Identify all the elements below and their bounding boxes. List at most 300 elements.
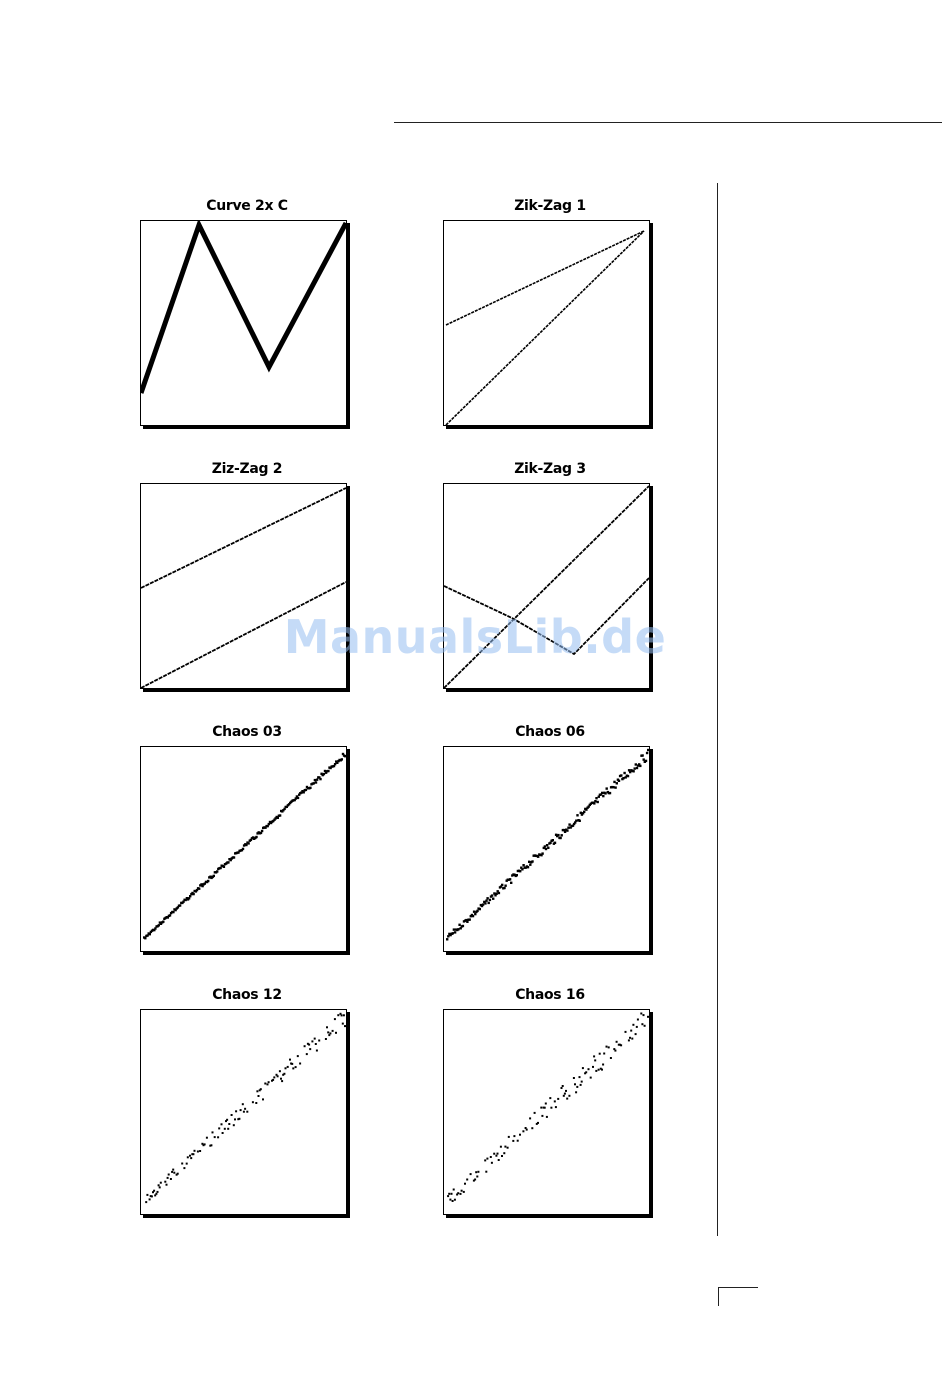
chaos-dot: [490, 1156, 492, 1158]
plot-title: Zik-Zag 1: [514, 198, 586, 214]
chaos-dot: [158, 924, 160, 926]
chaos-dot: [337, 1014, 339, 1016]
chaos-dot: [149, 1198, 151, 1200]
chaos-dot: [503, 1152, 505, 1154]
chaos-dot: [277, 1075, 279, 1077]
chaos-dot: [544, 1107, 546, 1109]
chaos-dot: [328, 1034, 330, 1036]
chaos-dot: [181, 1163, 183, 1165]
chaos-dot: [295, 1066, 297, 1068]
chaos-dot: [517, 1140, 519, 1142]
chaos-dot: [500, 1146, 502, 1148]
chaos-dot: [590, 1077, 592, 1079]
chaos-dot: [489, 899, 491, 901]
chaos-dot: [306, 1053, 308, 1055]
chaos-dot: [631, 1038, 633, 1040]
chaos-dot: [470, 1173, 472, 1175]
chaos-dot: [170, 1178, 172, 1180]
chaos-dot: [528, 861, 530, 863]
chaos-dot: [245, 844, 247, 846]
chaos-dot: [177, 1173, 179, 1175]
chaos-dot: [595, 1070, 597, 1072]
chaos-dot: [447, 1195, 449, 1197]
chaos-dot: [172, 1169, 174, 1171]
chaos-dot: [287, 1066, 289, 1068]
chaos-dot: [636, 767, 638, 769]
chaos-dot: [222, 1132, 224, 1134]
chaos-dot: [512, 1140, 514, 1142]
chaos-dot: [158, 1184, 160, 1186]
chaos-dot: [216, 870, 218, 872]
chaos-dot: [476, 910, 478, 912]
chaos-dot: [575, 1091, 577, 1093]
chaos-dot: [647, 1016, 649, 1018]
chaos-dot: [319, 778, 321, 780]
chaos-dot: [526, 1129, 528, 1131]
chaos-dot: [183, 1167, 185, 1169]
chaos-dot: [627, 775, 629, 777]
chaos-dot: [601, 792, 603, 794]
chaos-dot: [529, 864, 531, 866]
chaos-graph: [444, 747, 649, 951]
plot-title: Chaos 03: [212, 724, 282, 740]
chaos-dot: [625, 1031, 627, 1033]
chaos-dot: [260, 1088, 262, 1090]
chaos-dot: [334, 763, 336, 765]
chaos-dot: [639, 765, 641, 767]
chaos-dot: [574, 1083, 576, 1085]
chaos-dot: [242, 848, 244, 850]
chaos-dot: [606, 787, 608, 789]
chaos-dot: [151, 1195, 153, 1197]
chaos-dot: [509, 878, 511, 880]
chaos-dot: [564, 1093, 566, 1095]
chaos-dot: [238, 1118, 240, 1120]
chaos-dot: [585, 1071, 587, 1073]
chaos-dot: [630, 1030, 632, 1032]
chaos-dot: [576, 814, 578, 816]
chaos-dot: [522, 864, 524, 866]
chaos-dot: [214, 1136, 216, 1138]
chaos-dot: [593, 1055, 595, 1057]
chaos-dot: [461, 1190, 463, 1192]
chaos-dot: [281, 1080, 283, 1082]
chaos-dot: [280, 1078, 282, 1080]
chaos-dot: [635, 1033, 637, 1035]
chaos-dot: [227, 1128, 229, 1130]
chaos-dot: [599, 1053, 601, 1055]
chaos-dot: [643, 758, 645, 760]
chaos-dot: [537, 856, 539, 858]
chaos-dot: [221, 1123, 223, 1125]
chaos-dot: [212, 1131, 214, 1133]
chaos-dot: [155, 1193, 157, 1195]
chaos-dot: [235, 1110, 237, 1112]
chaos-dot: [344, 755, 346, 757]
chaos-dot: [244, 1108, 246, 1110]
chaos-dot: [552, 839, 554, 841]
page-number-mark: [718, 1287, 758, 1288]
chaos-dot: [491, 894, 493, 896]
chaos-dot: [474, 913, 476, 915]
chaos-dot: [516, 874, 518, 876]
curve-2x-c-graph: [141, 221, 346, 425]
plot-title: Curve 2x C: [206, 198, 288, 214]
chaos-dot: [231, 1114, 233, 1116]
chaos-dot: [292, 1067, 294, 1069]
chaos-dot: [159, 1186, 161, 1188]
chaos-dot: [272, 1079, 274, 1081]
chaos-dot: [334, 1018, 336, 1020]
chaos-dot: [299, 1063, 301, 1065]
chaos-dot: [522, 1130, 524, 1132]
chaos-dot: [546, 1116, 548, 1118]
chaos-dot: [610, 1057, 612, 1059]
chaos-dot: [497, 1153, 499, 1155]
chaos-dot: [521, 868, 523, 870]
zik-zag-1-graph: [444, 221, 649, 425]
chaos-dot: [495, 1155, 497, 1157]
chaos-dot: [568, 1095, 570, 1097]
chaos-dot: [449, 1199, 451, 1201]
chaos-dot: [223, 866, 225, 868]
chaos-dot: [171, 1171, 173, 1173]
chaos-dot: [217, 1136, 219, 1138]
chaos-dot: [344, 1025, 346, 1027]
chaos-dot: [563, 1095, 565, 1097]
chaos-dot: [179, 904, 181, 906]
plot-frame: [443, 746, 650, 952]
chaos-graph: [141, 1010, 346, 1214]
chaos-dot: [314, 779, 316, 781]
chaos-dot: [233, 1124, 235, 1126]
chaos-dot: [162, 921, 164, 923]
chaos-dot: [452, 932, 454, 934]
chaos-dot: [632, 770, 634, 772]
chaos-dot: [493, 1153, 495, 1155]
chaos-dot: [612, 786, 614, 788]
chaos-dot: [246, 1111, 248, 1113]
chaos-dot: [603, 1053, 605, 1055]
chaos-dot: [234, 1118, 236, 1120]
chaos-dot: [519, 870, 521, 872]
chaos-dot: [173, 1172, 175, 1174]
chaos-dot: [247, 842, 249, 844]
chaos-dot: [166, 1184, 168, 1186]
chaos-dot: [309, 787, 311, 789]
chaos-dot: [255, 836, 257, 838]
chaos-dot: [460, 1193, 462, 1195]
chaos-dot: [566, 829, 568, 831]
chaos-dot: [594, 800, 596, 802]
chaos-dot: [218, 1127, 220, 1129]
chaos-dot: [504, 1146, 506, 1148]
chaos-dot: [457, 1192, 459, 1194]
zigzag-segment: [141, 488, 346, 588]
chaos-dot: [316, 779, 318, 781]
plot-frame: [443, 1009, 650, 1215]
chaos-dot: [501, 1155, 503, 1157]
chaos-dot: [451, 1193, 453, 1195]
chaos-dot: [268, 823, 270, 825]
chaos-dot: [452, 1200, 454, 1202]
chaos-dot: [608, 1046, 610, 1048]
chaos-dot: [537, 1122, 539, 1124]
chaos-dot: [327, 770, 329, 772]
plot-frame: [140, 1009, 347, 1215]
chaos-dot: [189, 1155, 191, 1157]
chaos-dot: [602, 795, 604, 797]
chaos-dot: [255, 1102, 257, 1104]
chaos-dot: [635, 763, 637, 765]
chaos-dot: [268, 1081, 270, 1083]
chaos-dot: [297, 797, 299, 799]
chaos-dot: [475, 1171, 477, 1173]
chaos-dot: [646, 752, 648, 754]
chaos-dot: [488, 902, 490, 904]
chaos-dot: [311, 1040, 313, 1042]
chaos-dot: [645, 760, 647, 762]
chaos-dot: [531, 860, 533, 862]
chaos-dot: [476, 1176, 478, 1178]
chaos-dot: [554, 1100, 556, 1102]
chaos-dot: [504, 885, 506, 887]
chaos-dot: [568, 823, 570, 825]
chaos-dot: [604, 792, 606, 794]
chaos-dot: [609, 792, 611, 794]
chaos-dot: [463, 1191, 465, 1193]
chaos-dot: [546, 844, 548, 846]
chaos-dot: [640, 1013, 642, 1015]
chaos-dot: [513, 1135, 515, 1137]
chaos-dot: [602, 1064, 604, 1066]
chaos-dot: [149, 933, 151, 935]
chaos-dot: [169, 914, 171, 916]
chaos-dot: [240, 1109, 242, 1111]
chaos-dot: [187, 1156, 189, 1158]
chaos-dot: [482, 903, 484, 905]
chaos-dot: [233, 856, 235, 858]
chaos-graph: [141, 747, 346, 951]
chaos-dot: [464, 1183, 466, 1185]
chaos-dot: [510, 882, 512, 884]
chaos-dot: [190, 1157, 192, 1159]
zigzag-segment: [446, 231, 644, 425]
chaos-dot: [573, 1077, 575, 1079]
chaos-dot: [160, 1182, 162, 1184]
chaos-dot: [643, 1014, 645, 1016]
chaos-dot: [636, 1026, 638, 1028]
chaos-dot: [219, 867, 221, 869]
chaos-dot: [466, 921, 468, 923]
chaos-dot: [469, 918, 471, 920]
chaos-dot: [613, 781, 615, 783]
chaos-dot: [326, 1026, 328, 1028]
chaos-dot: [616, 782, 618, 784]
plot-title: Chaos 16: [515, 987, 585, 1003]
chaos-dot: [279, 814, 281, 816]
chaos-dot: [623, 772, 625, 774]
chaos-dot: [313, 782, 315, 784]
chaos-dot: [192, 893, 194, 895]
chaos-dot: [507, 1147, 509, 1149]
chaos-dot: [583, 811, 585, 813]
chaos-dot: [498, 892, 500, 894]
chaos-dot: [226, 1119, 228, 1121]
chaos-dot: [291, 1063, 293, 1065]
chaos-dot: [561, 1087, 563, 1089]
chaos-dot: [567, 827, 569, 829]
chaos-dot: [554, 842, 556, 844]
chaos-dot: [545, 1103, 547, 1105]
chaos-dot: [629, 1037, 631, 1039]
chaos-dot: [628, 1039, 630, 1041]
chaos-dot: [491, 1162, 493, 1164]
chaos-dot: [189, 895, 191, 897]
chaos-dot: [541, 1115, 543, 1117]
chaos-dot: [273, 1076, 275, 1078]
chaos-dot: [277, 817, 279, 819]
chaos-dot: [197, 1151, 199, 1153]
chaos-dot: [447, 935, 449, 937]
chaos-dot: [308, 1044, 310, 1046]
chaos-dot: [637, 1019, 639, 1021]
chaos-dot: [593, 802, 595, 804]
chaos-dot: [508, 1136, 510, 1138]
chaos-dot: [495, 893, 497, 895]
chaos-dot: [579, 1076, 581, 1078]
chaos-dot: [641, 754, 643, 756]
chaos-dot: [582, 1067, 584, 1069]
chaos-dot: [534, 1112, 536, 1114]
chaos-dot: [192, 1153, 194, 1155]
chaos-dot: [620, 774, 622, 776]
chaos-dot: [550, 1107, 552, 1109]
chaos-dot: [473, 911, 475, 913]
plot-frame: [140, 220, 347, 426]
margin-rule: [717, 183, 718, 1236]
chaos-dot: [206, 1137, 208, 1139]
plot-title: Chaos 12: [212, 987, 282, 1003]
chaos-dot: [210, 1144, 212, 1146]
chaos-dot: [453, 928, 455, 930]
chaos-dot: [474, 1179, 476, 1181]
chaos-dot: [592, 1066, 594, 1068]
chaos-dot: [566, 1098, 568, 1100]
chaos-dot: [261, 830, 263, 832]
chaos-dot: [564, 831, 566, 833]
chaos-dot: [243, 1111, 245, 1113]
chaos-dot: [304, 1045, 306, 1047]
chaos-dot: [614, 1050, 616, 1052]
chaos-dot: [446, 938, 448, 940]
chaos-dot: [647, 749, 649, 751]
chaos-dot: [519, 1134, 521, 1136]
chaos-dot: [579, 820, 581, 822]
curve-line: [141, 223, 346, 393]
chaos-dot: [498, 1159, 500, 1161]
chaos-dot: [644, 1025, 646, 1027]
chaos-dot: [279, 1070, 281, 1072]
chaos-dot: [588, 1068, 590, 1070]
chaos-dot: [549, 1097, 551, 1099]
plot-frame: [140, 746, 347, 952]
chaos-dot: [213, 875, 215, 877]
chaos-dot: [561, 834, 563, 836]
chaos-dot: [545, 848, 547, 850]
chaos-dot: [316, 1050, 318, 1052]
chaos-dot: [325, 1038, 327, 1040]
chaos-dot: [634, 767, 636, 769]
chaos-dot: [289, 1059, 291, 1061]
chaos-dot: [486, 1158, 488, 1160]
page-number-mark-stem: [718, 1287, 719, 1306]
chaos-dot: [486, 897, 488, 899]
chaos-dot: [448, 1193, 450, 1195]
chaos-dot: [258, 1095, 260, 1097]
chaos-dot: [341, 1014, 343, 1016]
chaos-dot: [479, 908, 481, 910]
chaos-dot: [492, 898, 494, 900]
chaos-dot: [318, 1040, 320, 1042]
chaos-dot: [204, 1143, 206, 1145]
chaos-dot: [594, 1059, 596, 1061]
chaos-dot: [262, 1098, 264, 1100]
chaos-dot: [264, 1083, 266, 1085]
chaos-dot: [146, 1194, 148, 1196]
chaos-dot: [632, 1024, 634, 1026]
chaos-dot: [614, 786, 616, 788]
chaos-dot: [540, 1107, 542, 1109]
chaos-dot: [167, 1177, 169, 1179]
chaos-dot: [145, 1201, 147, 1203]
chaos-dot: [343, 1014, 345, 1016]
chaos-dot: [327, 1031, 329, 1033]
chaos-dot: [305, 789, 307, 791]
chaos-dot: [622, 777, 624, 779]
chaos-dot: [283, 1073, 285, 1075]
chaos-dot: [332, 1030, 334, 1032]
chaos-dot: [484, 902, 486, 904]
chaos-dot: [303, 791, 305, 793]
chaos-dot: [616, 1041, 618, 1043]
chaos-dot: [485, 900, 487, 902]
plot-frame: [443, 220, 650, 426]
chaos-dot: [620, 1044, 622, 1046]
chaos-dot: [153, 1190, 155, 1192]
chaos-dot: [252, 1101, 254, 1103]
chaos-dot: [462, 925, 464, 927]
chaos-dot: [501, 884, 503, 886]
chaos-graph: [444, 1010, 649, 1214]
chaos-dot: [454, 931, 456, 933]
chaos-dot: [559, 837, 561, 839]
chaos-dot: [641, 1023, 643, 1025]
chaos-dot: [314, 1038, 316, 1040]
chaos-dot: [575, 820, 577, 822]
chaos-dot: [503, 887, 505, 889]
chaos-dot: [597, 801, 599, 803]
chaos-dot: [186, 1163, 188, 1165]
chaos-dot: [168, 1174, 170, 1176]
chaos-dot: [527, 866, 529, 868]
chaos-dot: [157, 1191, 159, 1193]
chaos-dot: [581, 1081, 583, 1083]
watermark: ManualsLib.de: [283, 610, 667, 664]
chaos-dot: [477, 1171, 479, 1173]
chaos-dot: [606, 1046, 608, 1048]
chaos-dot: [315, 781, 317, 783]
